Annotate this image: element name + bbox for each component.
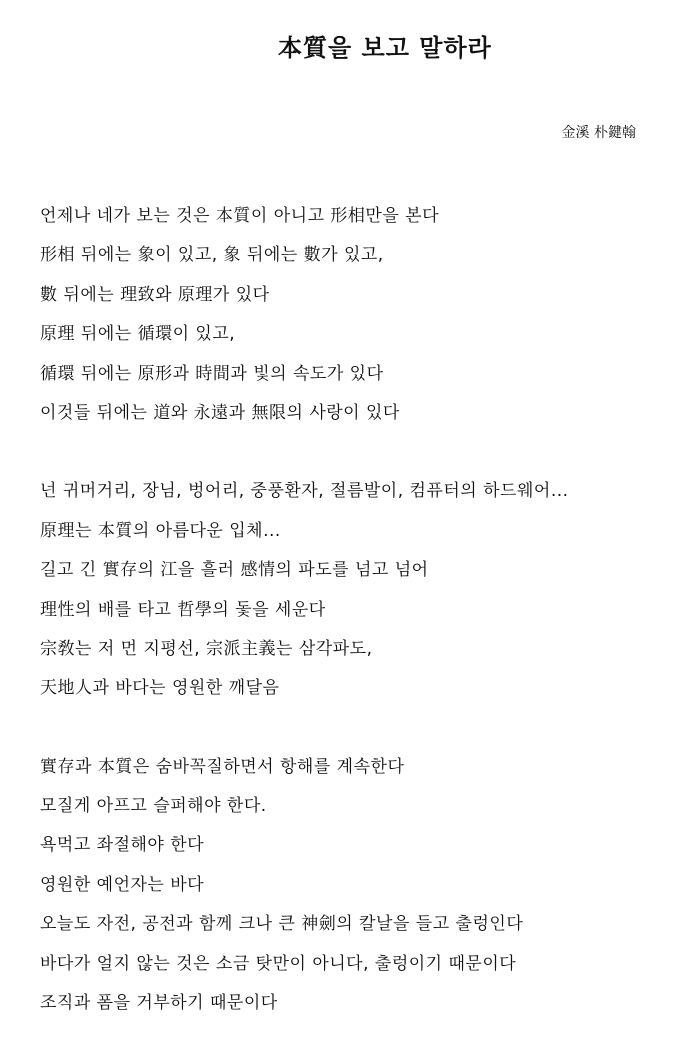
stanza-1 xyxy=(40,197,680,433)
stanza-3 xyxy=(40,748,680,1024)
poem-line: 넌 귀머거리, 장님, 벙어리, 중풍환자, 절름발이, 컴퓨터의 하드웨어... xyxy=(40,481,569,502)
stanza-2 xyxy=(40,472,680,708)
poem-line: 原理 뒤에는 循環이 있고, xyxy=(40,324,236,345)
poem-line: 조직과 폼을 거부하기 때문이다 xyxy=(40,993,278,1014)
poem-line: 循環 뒤에는 原形과 時間과 빛의 속도가 있다 xyxy=(40,363,384,384)
poem-line: 욕먹고 좌절해야 한다 xyxy=(40,835,205,856)
poem-author: 金溪 朴鍵翰 xyxy=(561,125,636,141)
poem-line: 形相 뒤에는 象이 있고, 象 뒤에는 數가 있고, xyxy=(40,245,384,266)
poem-line: 原理는 本質의 아름다운 입체... xyxy=(40,520,281,541)
poem-body xyxy=(40,197,680,1023)
poem-line: 오늘도 자전, 공전과 함께 크나 큰 神劍의 칼날을 들고 출렁인다 xyxy=(40,914,524,935)
poem-title: 本質을 보고 말하라 xyxy=(278,34,492,62)
poem-line: 길고 긴 實存의 江을 흘러 感情의 파도를 넘고 넘어 xyxy=(40,560,429,581)
poem-line: 영원한 예언자는 바다 xyxy=(40,874,205,895)
poem-line: 바다가 얼지 않는 것은 소금 탓만이 아니다, 출렁이기 때문이다 xyxy=(40,953,517,974)
poem-line: 天地人과 바다는 영원한 깨달음 xyxy=(40,678,280,699)
poem-line: 이것들 뒤에는 道와 永遠과 無限의 사랑이 있다 xyxy=(40,402,400,423)
poem-line: 모질게 아프고 슬퍼해야 한다. xyxy=(40,796,267,817)
poem-line: 理性의 배를 타고 哲學의 돛을 세운다 xyxy=(40,599,326,620)
poem-line: 實存과 本質은 숨바꼭질하면서 항해를 계속한다 xyxy=(40,756,405,777)
poem-line: 언제나 네가 보는 것은 本質이 아니고 形相만을 본다 xyxy=(40,206,439,226)
poem-line: 宗敎는 저 먼 지평선, 宗派主義는 삼각파도, xyxy=(40,638,373,659)
poem-line: 數 뒤에는 理致와 原理가 있다 xyxy=(40,284,270,305)
